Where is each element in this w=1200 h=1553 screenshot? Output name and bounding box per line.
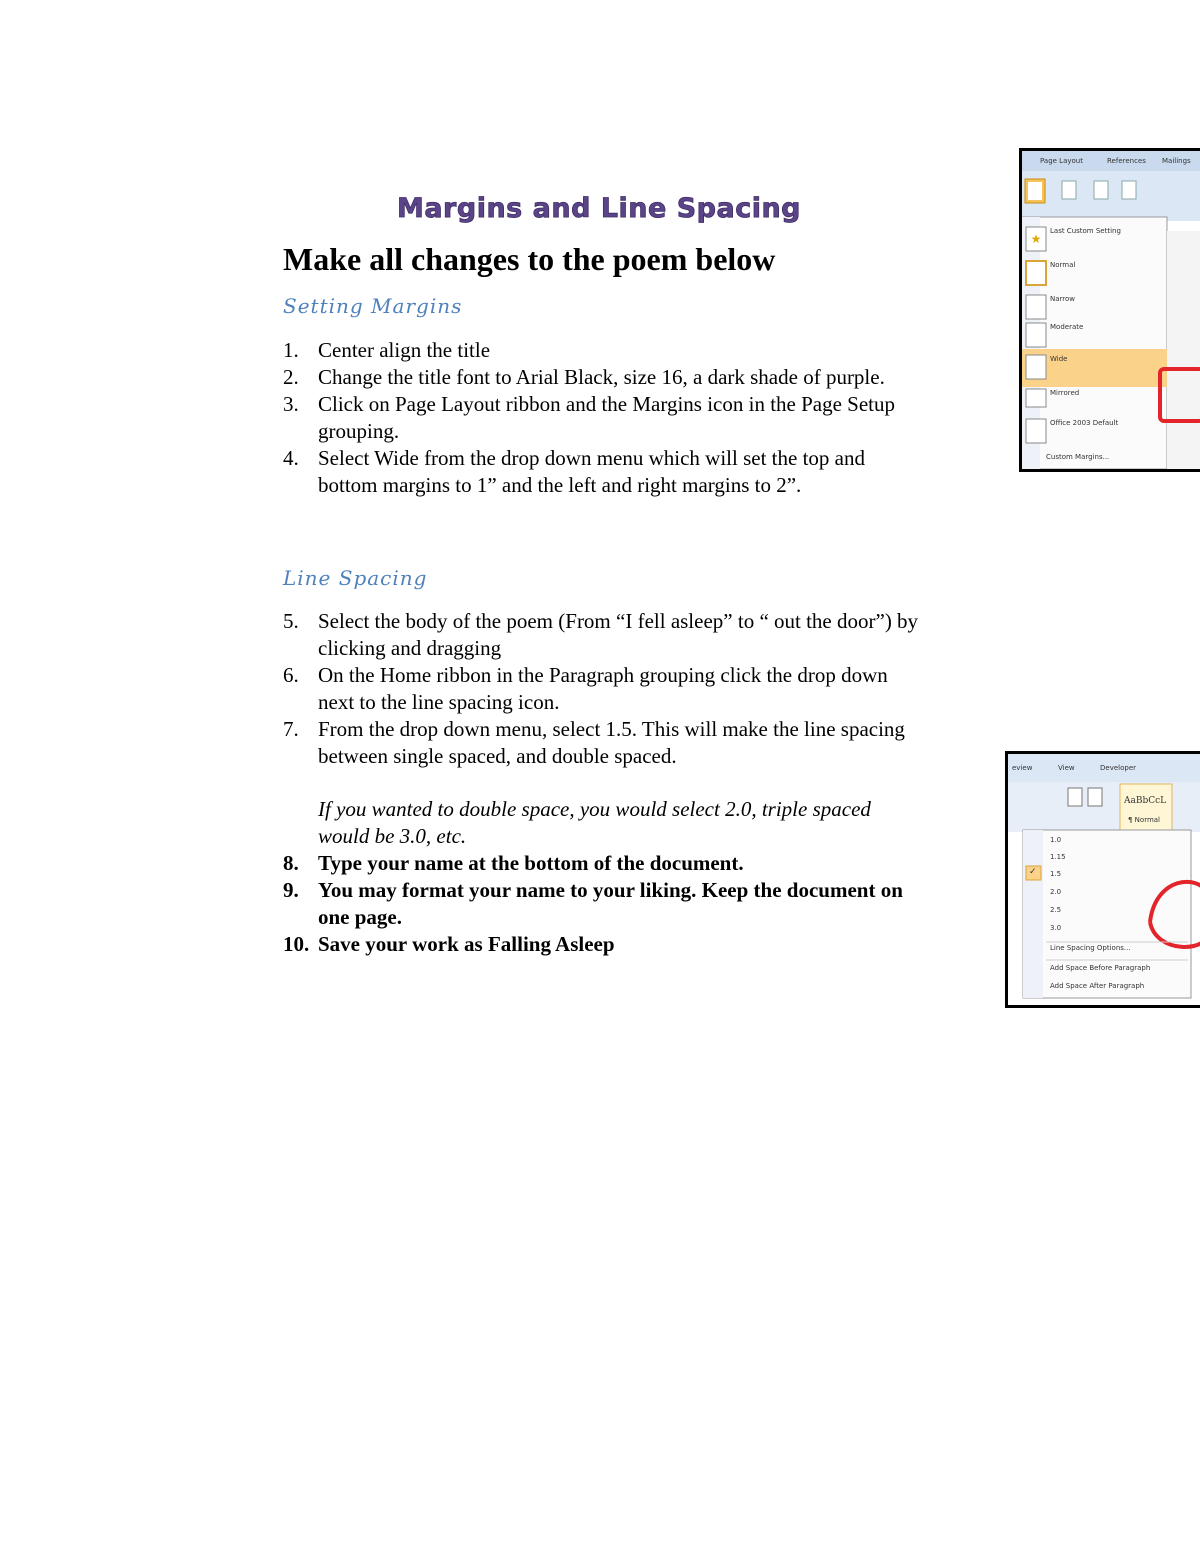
margin-option: Last Custom Setting	[1050, 227, 1121, 235]
list-item: 2. Change the title font to Arial Black, size 16, a dark shade of purple.	[283, 365, 885, 389]
spacing-value: 1.5	[1050, 870, 1062, 878]
spacing-steps-list	[283, 608, 923, 958]
margin-option: Normal	[1050, 261, 1076, 269]
custom-margins-item: Custom Margins...	[1046, 453, 1110, 461]
margins-menu-screenshot	[1019, 148, 1200, 472]
instructions-heading: Make all changes to the poem below	[283, 241, 776, 277]
list-item: 3. Click on Page Layout ribbon and the Margins icon in the Page Setup grouping.	[283, 392, 896, 443]
list-item: 1. Center align the title	[283, 338, 491, 362]
margin-option: Narrow	[1050, 295, 1076, 303]
line-spacing-options-item: Line Spacing Options...	[1050, 944, 1131, 952]
spacing-value: 2.0	[1050, 888, 1062, 896]
margin-option: Moderate	[1050, 323, 1084, 331]
ribbon-tab: References	[1107, 157, 1146, 165]
list-item: 5. Select the body of the poem (From “I fell asleep” to “ out the door”) by clicking and dragging	[283, 609, 919, 660]
margin-option: Mirrored	[1050, 389, 1080, 397]
double-space-note: If you wanted to double space, you would select 2.0, triple spaced would be 3.0, etc.	[318, 797, 871, 848]
spacing-value: 3.0	[1050, 924, 1062, 932]
check-icon: ✓	[1029, 867, 1037, 877]
list-item: 4. Select Wide from the drop down menu which will set the top and bottom margins to 1” and the left and right margins to 2”.	[283, 446, 865, 497]
style-preview: AaBbCcL	[1124, 796, 1167, 806]
ribbon-tab: eview	[1012, 764, 1033, 772]
spacing-value: 1.15	[1050, 853, 1066, 861]
ribbon-tab: View	[1058, 764, 1075, 772]
ribbon-tab: Page Layout	[1040, 157, 1083, 165]
ribbon-tab: Developer	[1100, 764, 1137, 772]
list-item: 6. On the Home ribbon in the Paragraph grouping click the drop down next to the line spacing icon.	[283, 663, 888, 714]
margin-option: Wide	[1050, 355, 1068, 363]
list-item: 9. You may format your name to your liking. Keep the document on one page.	[283, 878, 903, 929]
list-item: 10. Save your work as Falling Asleep	[283, 932, 615, 956]
list-item: 7. From the drop down menu, select 1.5. This will make the line spacing between single spaced, and double spaced. If you wanted to double space, you would select 2.0, triple spaced would be 3.0, etc.	[283, 716, 923, 850]
add-space-before-item: Add Space Before Paragraph	[1050, 964, 1151, 972]
margin-option: Office 2003 Default	[1050, 419, 1119, 427]
ribbon-tab: Mailings	[1162, 157, 1191, 165]
svg-text:★: ★	[1030, 232, 1042, 246]
section-heading-line-spacing: Line Spacing	[283, 566, 428, 590]
line-spacing-menu-screenshot	[1005, 751, 1200, 1008]
style-name: ¶ Normal	[1128, 816, 1161, 824]
spacing-value: 2.5	[1050, 906, 1062, 914]
margins-steps-list	[283, 337, 923, 499]
add-space-after-item: Add Space After Paragraph	[1050, 982, 1145, 990]
list-item: 8. Type your name at the bottom of the document.	[283, 851, 744, 875]
section-heading-margins: Setting Margins	[283, 294, 463, 318]
spacing-value: 1.0	[1050, 836, 1062, 844]
page-title: Margins and Line Spacing	[396, 193, 802, 224]
